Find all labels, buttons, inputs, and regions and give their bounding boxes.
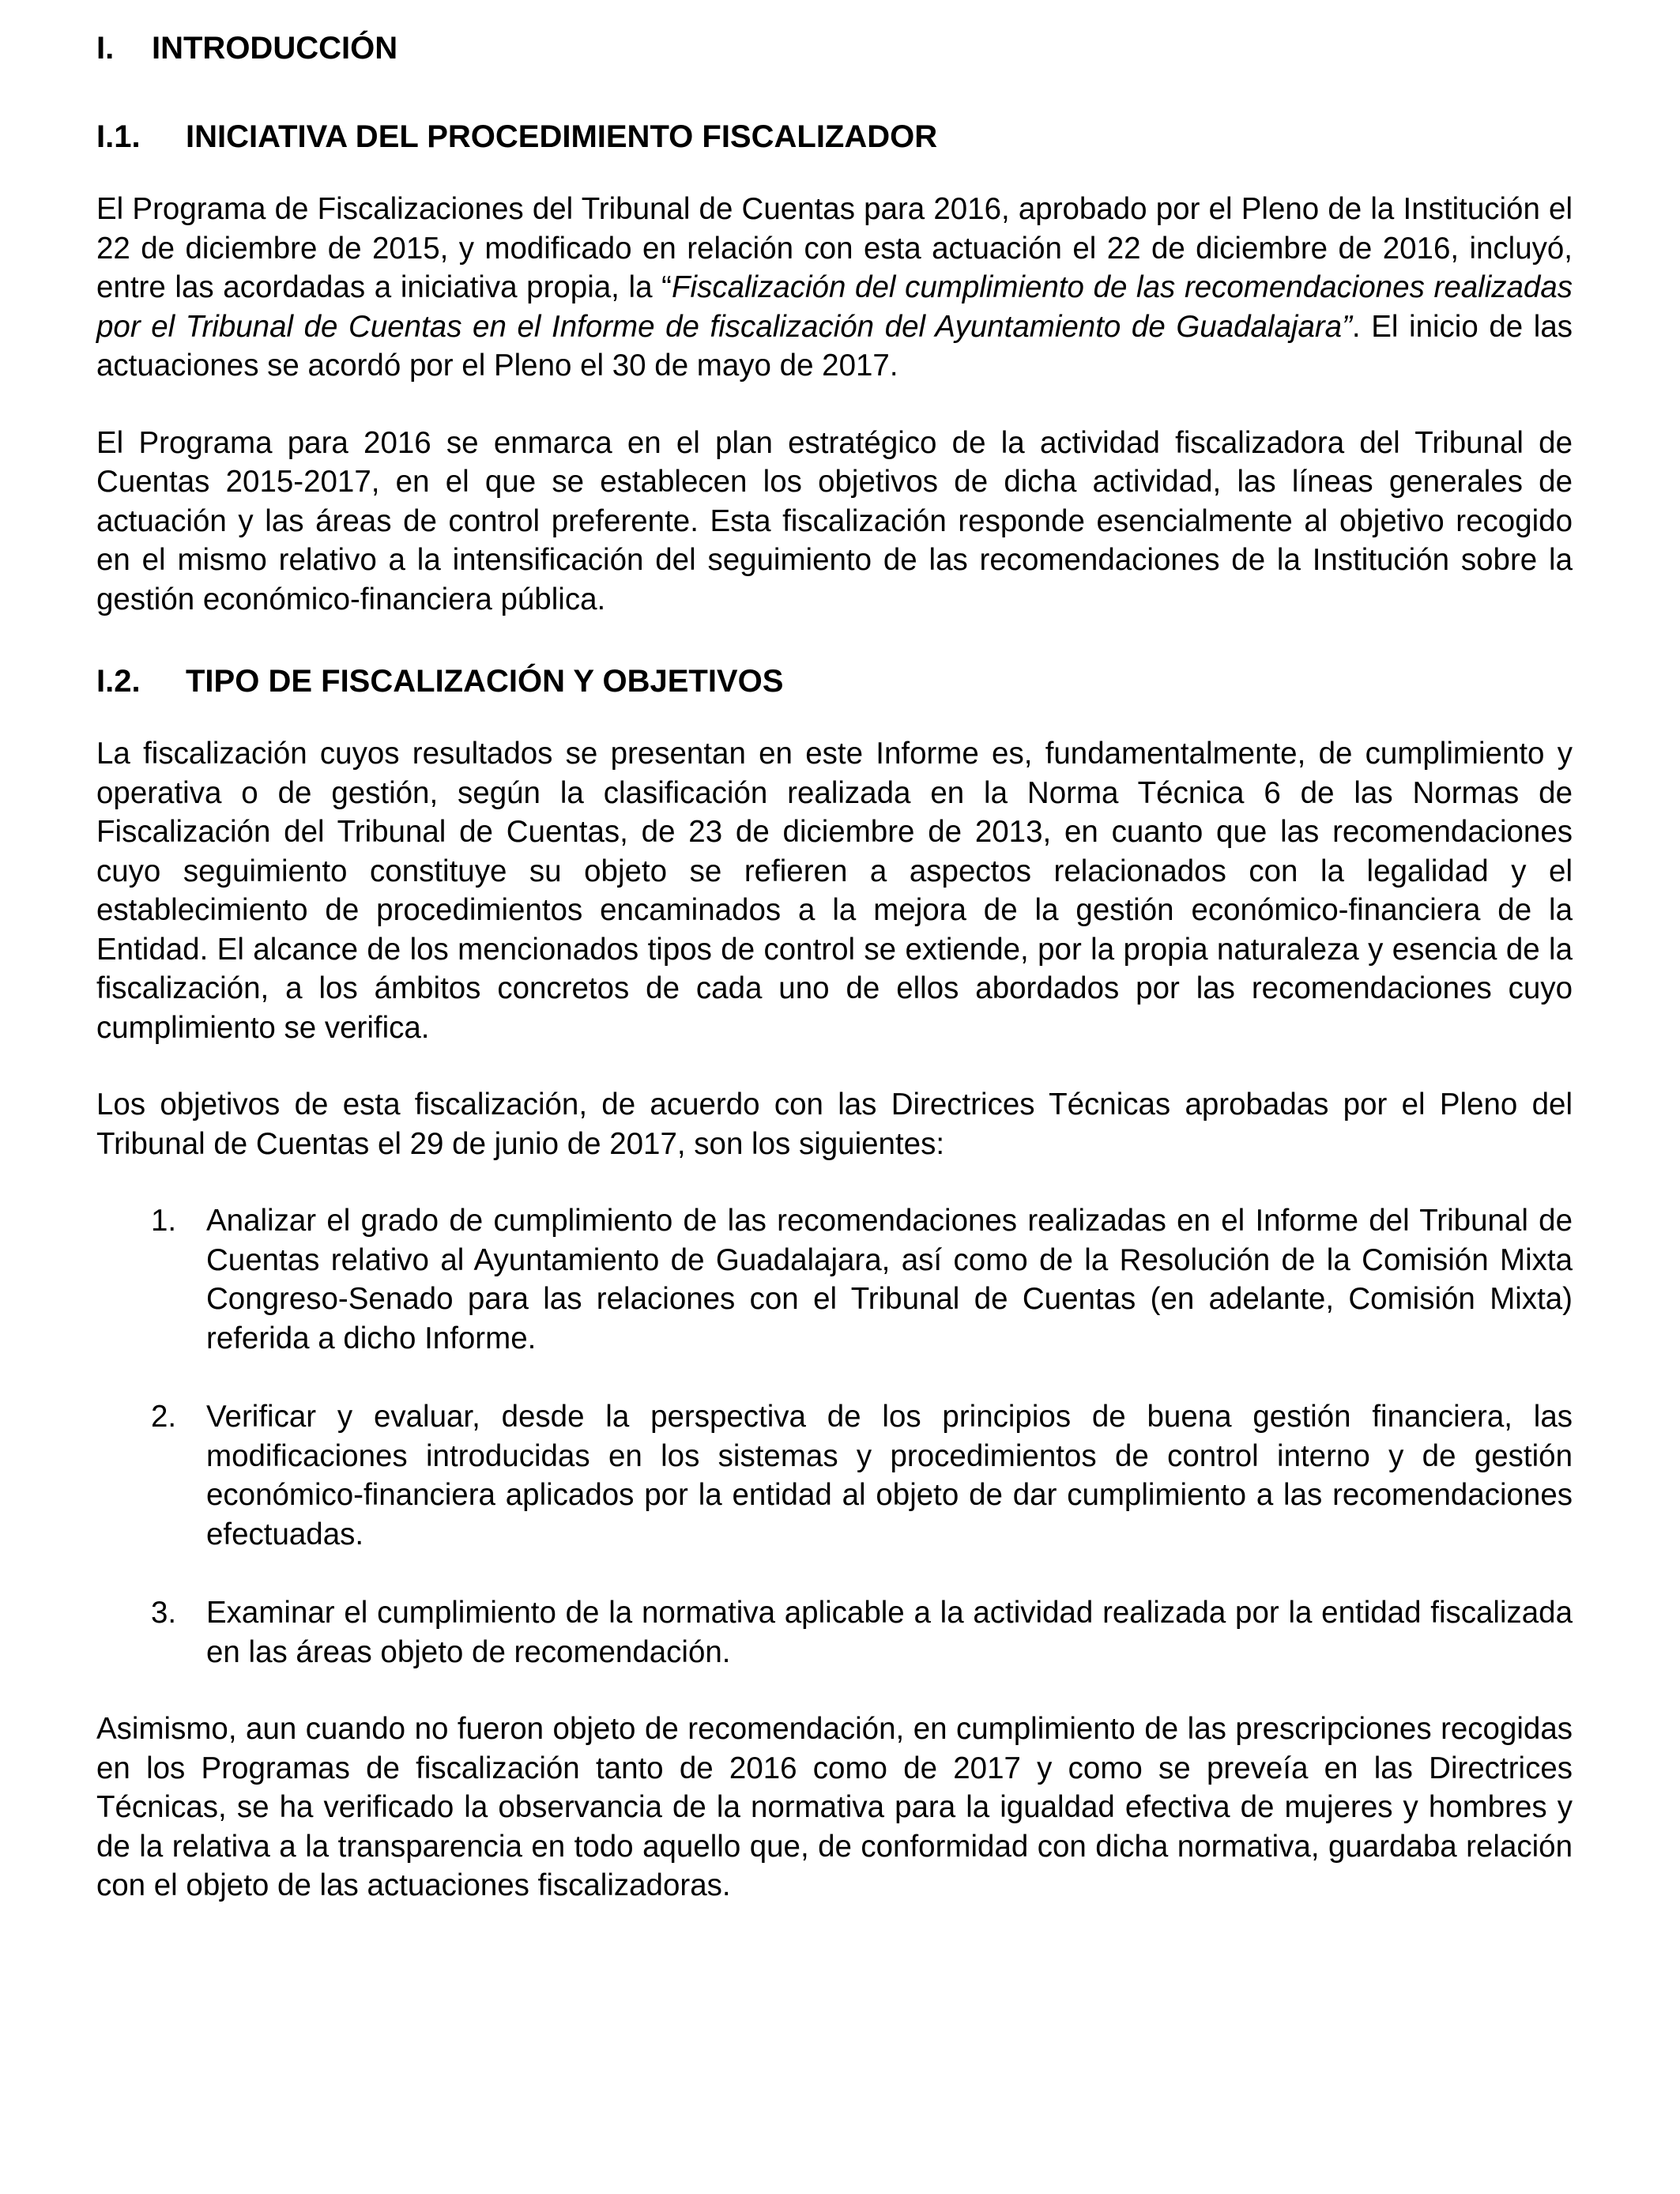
paragraph-program-text-1: El Programa de Fiscalizaciones del Tribunal de Cuentas para 2016, aprobado por el Pleno de la Institución el 22 de diciembre de 2015, y modificado en relación con esta actuación el 22 de diciembre de 2016, incluyó, entre las acordadas a iniciativa propia, la “ [96,192,1573,304]
objectives-list [96,1201,1573,1672]
document-page [96,24,1573,1906]
list-item-text: Analizar el grado de cumplimiento de las recomendaciones realizadas en el Informe del Tribunal de Cuentas relativo al Ayuntamiento de Guadalajara, así como de la Resolución de la Comisión Mixta Congreso-Senado para las relaciones con el Tribunal de Cuentas (en adelante, Comisión Mixta) referida a dicho Informe. [206,1204,1573,1355]
paragraph-program-italic-title: Fiscalización del cumplimiento de las recomendaciones realizadas por el Tribunal de Cuentas en el Informe de fiscalización del Ayuntamiento de Guadalajara” [96,270,1573,344]
list-spacer [96,1358,1573,1397]
paragraph-audit-type: La fiscalización cuyos resultados se presentan en este Informe es, fundamentalmente, de cumplimiento y operativa o de gestión, según la clasificación realizada en la Norma Técnica 6 de las Normas de Fiscalización del Tribunal de Cuentas, de 23 de diciembre de 2013, en cuanto que las recomendaciones cuyo seguimiento constituye su objeto se refieren a aspectos relacionados con la legalidad y el establecimiento de procedimientos encaminados a la mejora de la gestión económico-financiera de la Entidad. El alcance de los mencionados tipos de control se extiende, por la propia naturaleza y esencia de la fiscalización, a los ámbitos concretos de cada uno de ellos abordados por las recomendaciones cuyo cumplimiento se verifica. [96,737,1573,1045]
list-spacer [96,1554,1573,1593]
list-item [96,1201,1573,1358]
subsection-heading-2 [96,657,1573,706]
list-item-marker: 3. [151,1596,177,1630]
paragraph-strategic-plan: El Programa para 2016 se enmarca en el plan estratégico de la actividad fiscalizadora del Tribunal de Cuentas 2015-2017, en el que se establecen los objetivos de dicha actividad, las líneas generales de actuación y las áreas de control preferente. Esta fiscalización responde esencialmente al objetivo recogido en el mismo relativo a la intensificación del seguimiento de las recomendaciones de la Institución sobre la gestión económico-financiera pública. [96,425,1573,616]
subsection-number-1: I.1. [96,119,141,154]
list-item [96,1593,1573,1672]
list-item-marker: 1. [151,1204,177,1238]
section-number: I. [96,31,115,66]
subsection-title-2: TIPO DE FISCALIZACIÓN Y OBJETIVOS [186,664,784,699]
section-title: INTRODUCCIÓN [152,31,398,66]
list-item-marker: 2. [151,1400,177,1434]
paragraph-gender-transparency: Asimismo, aun cuando no fueron objeto de recomendación, en cumplimiento de las prescripciones recogidas en los Programas de fiscalización tanto de 2016 como de 2017 y como se preveía en las Directrices Técnicas, se ha verificado la observancia de la normativa para la igualdad efectiva de mujeres y hombres y de la relativa a la transparencia en todo aquello que, de conformidad con dicha normativa, guardaba relación con el objeto de las actuaciones fiscalizadoras. [96,1712,1573,1902]
subsection-heading-1 [96,112,1573,161]
subsection-title-1: INICIATIVA DEL PROCEDIMIENTO FISCALIZADOR [186,119,938,154]
section-heading [96,24,1573,73]
paragraph-objectives-intro: Los objetivos de esta fiscalización, de acuerdo con las Directrices Técnicas aprobadas por el Pleno del Tribunal de Cuentas el 29 de junio de 2017, son los siguientes: [96,1088,1573,1161]
list-item-text: Verificar y evaluar, desde la perspectiva de los principios de buena gestión financiera, las modificaciones introducidas en los sistemas y procedimientos de control interno y de gestión económico-financiera aplicados por la entidad al objeto de dar cumplimiento a las recomendaciones efectuadas. [206,1400,1573,1551]
subsection-number-2: I.2. [96,664,141,699]
list-item-text: Examinar el cumplimiento de la normativa aplicable a la actividad realizada por la entidad fiscalizada en las áreas objeto de recomendación. [206,1596,1573,1669]
list-item [96,1397,1573,1554]
paragraph-program [96,190,1573,386]
paragraph-program-text-2: . El inicio de las actuaciones se acordó por el Pleno el 30 de mayo de 2017. [96,309,1573,383]
